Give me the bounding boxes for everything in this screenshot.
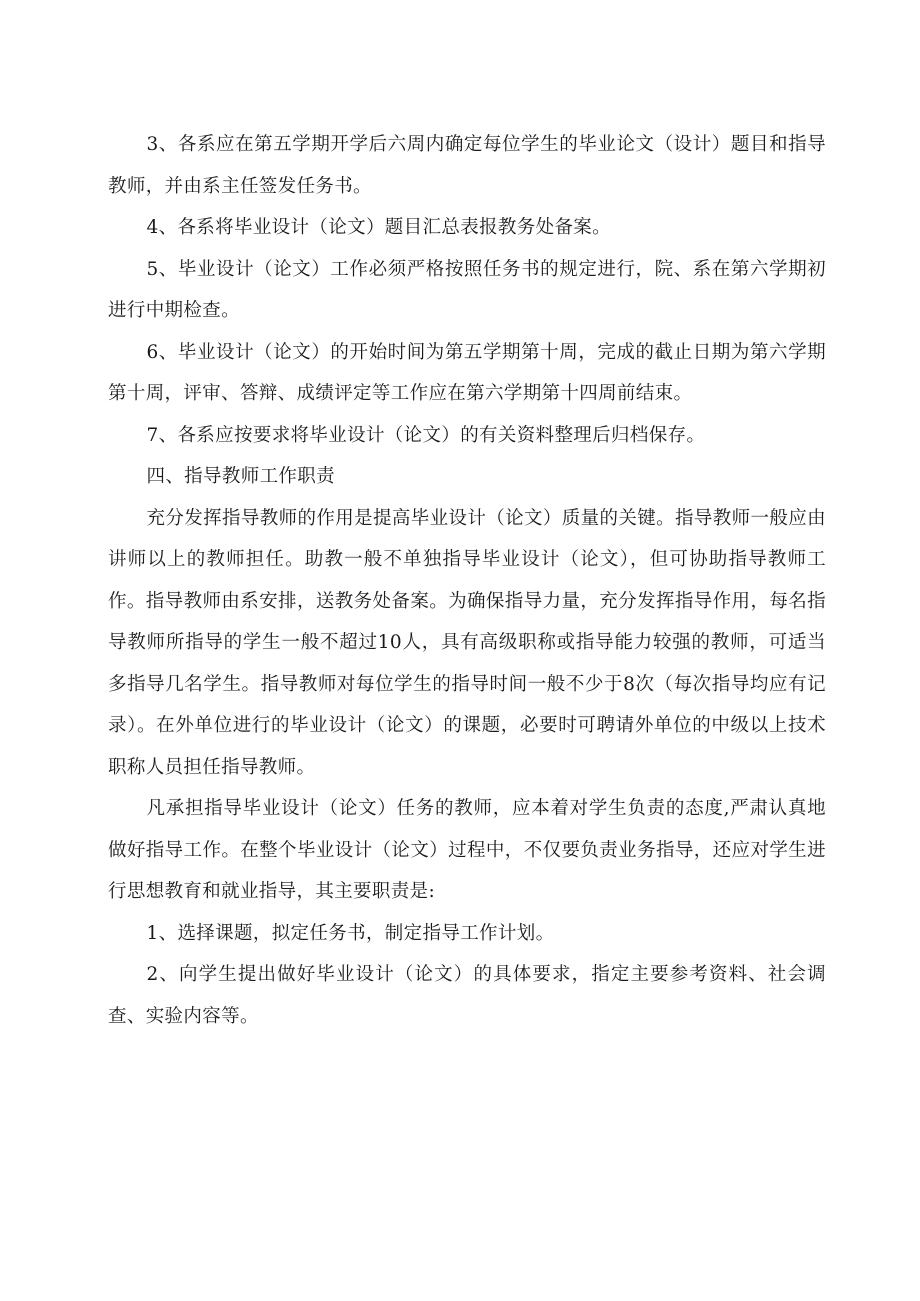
paragraph-duties-intro: 凡承担指导毕业设计（论文）任务的教师，应本着对学生负责的态度,严肃认真地做好指导工作。在整个毕业设计（论文）过程中，不仅要负责业务指导，还应对学生进行思想教育和就业指导，其主要职责是: <box>108 798 826 902</box>
paragraph-item-4: 4、各系将毕业设计（论文）题目汇总表报教务处备案。 <box>146 217 611 238</box>
section-heading: 四、指导教师工作职责 <box>146 466 335 487</box>
paragraph-item-5: 5、毕业设计（论文）工作必须严格按照任务书的规定进行，院、系在第六学期初进行中期检查。 <box>108 258 826 321</box>
paragraph-item-3: 3、各系应在第五学期开学后六周内确定每位学生的毕业论文（设计）题目和指导教师，并由系主任签发任务书。 <box>108 134 826 197</box>
duty-item-1: 1、选择课题，拟定任务书，制定指导工作计划。 <box>146 922 555 944</box>
paragraph-item-7: 7、各系应按要求将毕业设计（论文）的有关资料整理后归档保存。 <box>146 424 706 446</box>
paragraph-role: 充分发挥指导教师的作用是提高毕业设计（论文）质量的关键。指导教师一般应由讲师以上的教师担任。助教一般不单独指导毕业设计（论文），但可协助指导教师工作。指导教师由系安排，送教务处备案。为确保指导力量，充分发挥指导作用，每名指导教师所指导的学生一般不超过10人，具有高级职称或指导能力较强的教师，可适当多指导几名学生。指导教师对每位学生的指导时间一般不少于8次（每次指导均应有记录）。在外单位进行的毕业设计（论文）的课题，必要时可聘请外单位的中级以上技术职称人员担任指导教师。 <box>108 507 826 778</box>
paragraph-item-6: 6、毕业设计（论文）的开始时间为第五学期第十周，完成的截止日期为第六学期第十周，评审、答辩、成绩评定等工作应在第六学期第十四周前结束。 <box>108 341 826 404</box>
document-body <box>108 124 826 1037</box>
duty-item-2: 2、向学生提出做好毕业设计（论文）的具体要求，指定主要参考资料、社会调查、实验内容等。 <box>108 964 826 1027</box>
